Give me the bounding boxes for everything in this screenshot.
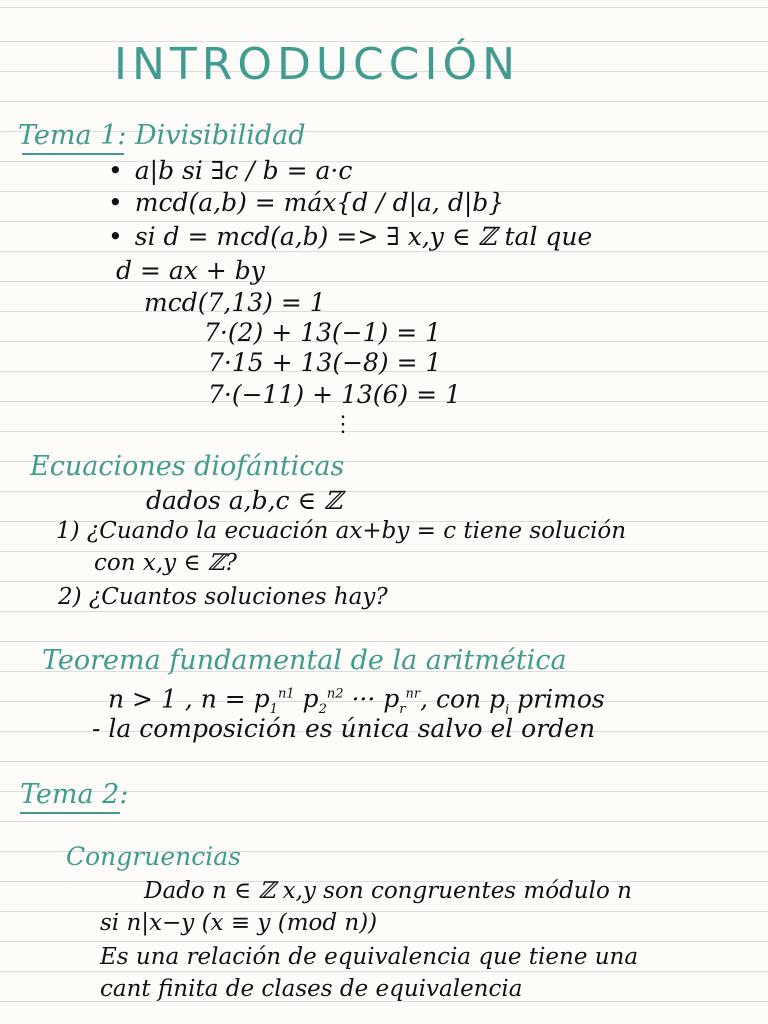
tema1-combo-1: 7·(2) + 13(−1) = 1 — [204, 318, 442, 347]
congruencias-line-3: Es una relación de equivalencia que tiene una — [100, 944, 639, 970]
ecuaciones-given: dados a,b,c ∈ ℤ — [146, 486, 343, 515]
factor-p1: $p_1^{n1}$ — [253, 684, 295, 718]
tema1-bullet-1: • a|b si ∃c / b = a·c — [108, 156, 352, 186]
congruencias-heading: Congruencias — [66, 842, 241, 871]
tema1-combo-3: 7·(−11) + 13(6) = 1 — [208, 380, 461, 409]
tema1-heading: Tema 1: Divisibilidad — [18, 120, 306, 151]
tema1-continuation-dots: ⋮ — [332, 412, 354, 437]
tema1-bullet-2: • mcd(a,b) = máx{d / d|a, d|b} — [108, 188, 504, 218]
teorema-prefix: n > 1 , n = — [108, 684, 254, 714]
tema1-underline — [22, 153, 124, 155]
tema2-underline — [20, 812, 120, 814]
factor-p2: $p_2^{n2}$ — [302, 684, 344, 718]
factor-pr: $p_r^{nr}$ — [383, 684, 421, 718]
teorema-suffix: , con p — [420, 684, 506, 714]
tema1-example: mcd(7,13) = 1 — [144, 288, 326, 317]
page-title: INTRODUCCIÓN — [114, 39, 521, 90]
ecuaciones-question-1-cont: con x,y ∈ ℤ? — [94, 550, 237, 576]
ecuaciones-heading: Ecuaciones diofánticas — [30, 451, 345, 482]
congruencias-line-1: Dado n ∈ ℤ x,y son congruentes módulo n — [144, 878, 632, 904]
tema1-bullet-3: • si d = mcd(a,b) => ∃ x,y ∈ ℤ tal que — [108, 222, 592, 252]
teorema-line-2: - la composición es única salvo el orden — [92, 714, 596, 743]
congruencias-line-2: si n|x−y (x ≡ y (mod n)) — [100, 910, 378, 936]
tema1-combo-2: 7·15 + 13(−8) = 1 — [208, 348, 442, 377]
teorema-sub-i: i — [505, 702, 510, 718]
tema1-formula: d = ax + by — [116, 256, 265, 285]
tema2-heading: Tema 2: — [20, 779, 129, 810]
ecuaciones-question-2: 2) ¿Cuantos soluciones hay? — [58, 584, 388, 610]
congruencias-line-4: cant finita de clases de equivalencia — [100, 976, 523, 1002]
teorema-dots: ··· — [343, 684, 384, 714]
teorema-heading: Teorema fundamental de la aritmética — [42, 645, 567, 676]
ecuaciones-question-1: 1) ¿Cuando la ecuación ax+by = c tiene solución — [56, 518, 627, 544]
teorema-suffix-2: primos — [509, 684, 605, 714]
